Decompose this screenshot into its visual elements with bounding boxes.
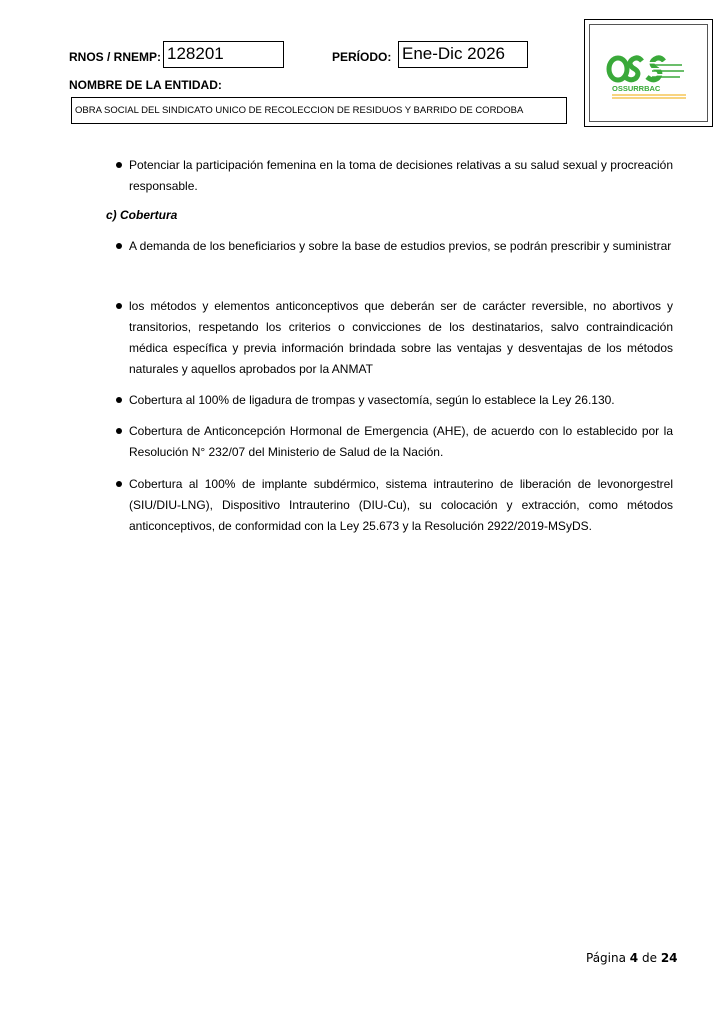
page-total: 24 (660, 951, 678, 965)
entity-field: OBRA SOCIAL DEL SINDICATO UNICO DE RECOLECCION DE RESIDUOS Y BARRIDO DE CORDOBA (71, 97, 567, 124)
periodo-field: Ene-Dic 2026 (398, 41, 528, 68)
bullet-dot (116, 243, 122, 249)
entity-label: NOMBRE DE LA ENTIDAD: (69, 78, 222, 92)
bullet-dot (116, 303, 122, 309)
of-word: de (641, 951, 657, 965)
page-current: 4 (629, 951, 639, 965)
bullet-item: Potenciar la participación femenina en la toma de decisiones relativas a su salud sexual y procreación responsable. (129, 158, 673, 193)
bullet-dot (116, 397, 122, 403)
bullet-item: Cobertura de Anticoncepción Hormonal de Emergencia (AHE), de acuerdo con lo establecido por la Resolución N° 232/07 del Ministerio de Salud de la Nación. (129, 424, 673, 459)
svg-text:OSSURRBAC: OSSURRBAC (612, 84, 661, 93)
bullet-item: los métodos y elementos anticonceptivos que deberán ser de carácter reversible, no abortivos y transitorios, respetando los criterios o convicciones de los destinatarios, salvo contraindicación médica específica y previa información brindada sobre las ventajas y desventajas de los métodos naturales y aquellos aprobados por la ANMAT (129, 299, 673, 376)
ossurrbac-logo-icon (590, 25, 707, 121)
bullet-item: Cobertura al 100% de implante subdérmico, sistema intrauterino de liberación de levonorgestrel (SIU/DIU-LNG), Dispositivo Intrauterino (DIU-Cu), su colocación y extracción, como métodos anticonceptivos, de conformidad con la Ley 25.673 y la Resolución 2922/2019-MSyDS. (129, 477, 673, 533)
logo (589, 24, 708, 122)
rnos-field: 128201 (163, 41, 284, 68)
bullet-dot (116, 481, 122, 487)
bullet-dot (116, 162, 122, 168)
page-word: Página (586, 951, 626, 965)
rnos-label: RNOS / RNEMP: (69, 50, 162, 64)
bullet-item: A demanda de los beneficiarios y sobre la base de estudios previos, se podrán prescribir y suministrar (129, 239, 672, 253)
logo-frame (584, 19, 713, 127)
bullet-dot (116, 428, 122, 434)
bullet-item: Cobertura al 100% de ligadura de trompas y vasectomía, según lo establece la Ley 26.130. (129, 393, 615, 407)
periodo-label: PERÍODO: (332, 50, 392, 64)
section-heading: c) Cobertura (106, 208, 178, 222)
page-number (586, 951, 678, 965)
